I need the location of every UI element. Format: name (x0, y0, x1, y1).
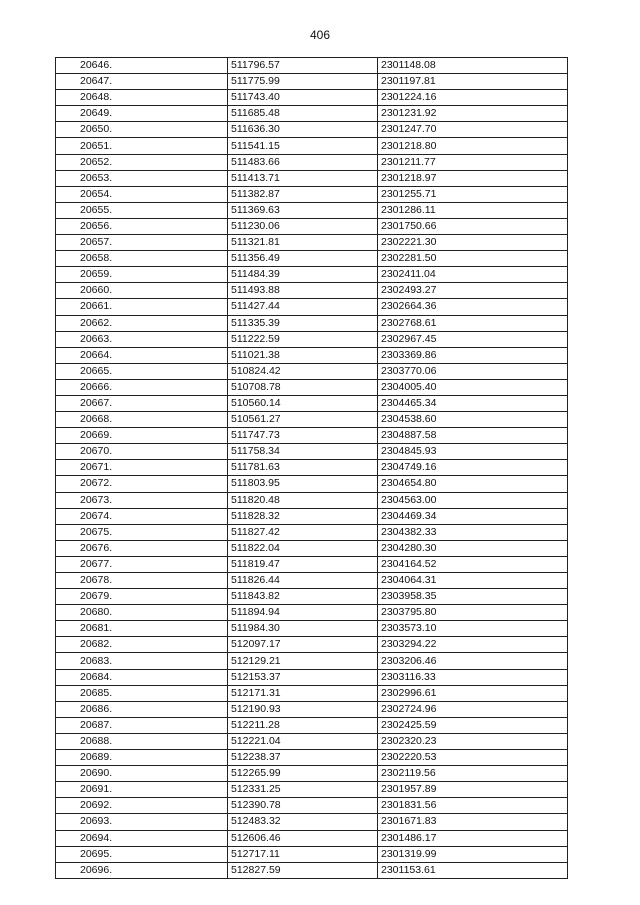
x-coordinate-cell: 511820.48 (228, 492, 378, 508)
x-coordinate-cell: 511819.47 (228, 556, 378, 572)
x-coordinate-cell: 511758.34 (228, 444, 378, 460)
x-coordinate-cell: 511781.63 (228, 460, 378, 476)
x-coordinate-cell: 511775.99 (228, 74, 378, 90)
point-id-cell: 20661. (56, 299, 228, 315)
table-row (56, 733, 568, 749)
y-coordinate-cell: 2304887.58 (378, 428, 568, 444)
y-coordinate-cell: 2303958.35 (378, 589, 568, 605)
y-coordinate-cell: 2304164.52 (378, 556, 568, 572)
table-row (56, 830, 568, 846)
point-id-cell: 20662. (56, 315, 228, 331)
y-coordinate-cell: 2303573.10 (378, 621, 568, 637)
y-coordinate-cell: 2301224.16 (378, 90, 568, 106)
table-row (56, 540, 568, 556)
point-id-cell: 20655. (56, 202, 228, 218)
point-id-cell: 20688. (56, 733, 228, 749)
table-row (56, 347, 568, 363)
y-coordinate-cell: 2301286.11 (378, 202, 568, 218)
point-id-cell: 20673. (56, 492, 228, 508)
table-row (56, 154, 568, 170)
point-id-cell: 20692. (56, 798, 228, 814)
table-row (56, 701, 568, 717)
x-coordinate-cell: 511356.49 (228, 251, 378, 267)
y-coordinate-cell: 2304654.80 (378, 476, 568, 492)
y-coordinate-cell: 2301255.71 (378, 186, 568, 202)
x-coordinate-cell: 512238.37 (228, 750, 378, 766)
point-id-cell: 20682. (56, 637, 228, 653)
y-coordinate-cell: 2304382.33 (378, 524, 568, 540)
table-row (56, 685, 568, 701)
table-row (56, 717, 568, 733)
point-id-cell: 20675. (56, 524, 228, 540)
point-id-cell: 20666. (56, 379, 228, 395)
x-coordinate-cell: 511827.42 (228, 524, 378, 540)
table-row (56, 556, 568, 572)
point-id-cell: 20663. (56, 331, 228, 347)
point-id-cell: 20658. (56, 251, 228, 267)
y-coordinate-cell: 2301197.81 (378, 74, 568, 90)
x-coordinate-cell: 511413.71 (228, 170, 378, 186)
y-coordinate-cell: 2301671.83 (378, 814, 568, 830)
table-row (56, 846, 568, 862)
table-row (56, 74, 568, 90)
x-coordinate-cell: 511021.38 (228, 347, 378, 363)
x-coordinate-cell: 512211.28 (228, 717, 378, 733)
point-id-cell: 20648. (56, 90, 228, 106)
point-id-cell: 20694. (56, 830, 228, 846)
y-coordinate-cell: 2303206.46 (378, 653, 568, 669)
x-coordinate-cell: 512171.31 (228, 685, 378, 701)
table-row (56, 299, 568, 315)
table-row (56, 508, 568, 524)
y-coordinate-cell: 2304563.00 (378, 492, 568, 508)
y-coordinate-cell: 2304064.31 (378, 573, 568, 589)
y-coordinate-cell: 2303770.06 (378, 363, 568, 379)
point-id-cell: 20671. (56, 460, 228, 476)
y-coordinate-cell: 2304749.16 (378, 460, 568, 476)
x-coordinate-cell: 511747.73 (228, 428, 378, 444)
point-id-cell: 20679. (56, 589, 228, 605)
y-coordinate-cell: 2302220.53 (378, 750, 568, 766)
table-row (56, 782, 568, 798)
table-row (56, 589, 568, 605)
y-coordinate-cell: 2303294.22 (378, 637, 568, 653)
point-id-cell: 20690. (56, 766, 228, 782)
y-coordinate-cell: 2303795.80 (378, 605, 568, 621)
point-id-cell: 20681. (56, 621, 228, 637)
y-coordinate-cell: 2301486.17 (378, 830, 568, 846)
y-coordinate-cell: 2304280.30 (378, 540, 568, 556)
y-coordinate-cell: 2302664.36 (378, 299, 568, 315)
x-coordinate-cell: 511828.32 (228, 508, 378, 524)
table-row (56, 862, 568, 878)
table-row (56, 669, 568, 685)
y-coordinate-cell: 2302768.61 (378, 315, 568, 331)
x-coordinate-cell: 512097.17 (228, 637, 378, 653)
table-row (56, 379, 568, 395)
y-coordinate-cell: 2301957.89 (378, 782, 568, 798)
point-id-cell: 20650. (56, 122, 228, 138)
point-id-cell: 20654. (56, 186, 228, 202)
point-id-cell: 20651. (56, 138, 228, 154)
y-coordinate-cell: 2304465.34 (378, 395, 568, 411)
y-coordinate-cell: 2302967.45 (378, 331, 568, 347)
point-id-cell: 20696. (56, 862, 228, 878)
table-row (56, 235, 568, 251)
table-row (56, 605, 568, 621)
y-coordinate-cell: 2301153.61 (378, 862, 568, 878)
x-coordinate-cell: 511483.66 (228, 154, 378, 170)
x-coordinate-cell: 512190.93 (228, 701, 378, 717)
x-coordinate-cell: 512221.04 (228, 733, 378, 749)
x-coordinate-cell: 511796.57 (228, 58, 378, 74)
y-coordinate-cell: 2304538.60 (378, 412, 568, 428)
point-id-cell: 20685. (56, 685, 228, 701)
table-row (56, 202, 568, 218)
point-id-cell: 20693. (56, 814, 228, 830)
table-row (56, 766, 568, 782)
point-id-cell: 20687. (56, 717, 228, 733)
point-id-cell: 20678. (56, 573, 228, 589)
point-id-cell: 20657. (56, 235, 228, 251)
point-id-cell: 20695. (56, 846, 228, 862)
x-coordinate-cell: 511484.39 (228, 267, 378, 283)
x-coordinate-cell: 511803.95 (228, 476, 378, 492)
y-coordinate-cell: 2302724.96 (378, 701, 568, 717)
x-coordinate-cell: 511382.87 (228, 186, 378, 202)
x-coordinate-cell: 512717.11 (228, 846, 378, 862)
point-id-cell: 20684. (56, 669, 228, 685)
point-id-cell: 20691. (56, 782, 228, 798)
point-id-cell: 20672. (56, 476, 228, 492)
point-id-cell: 20660. (56, 283, 228, 299)
table-row (56, 476, 568, 492)
table-row (56, 251, 568, 267)
y-coordinate-cell: 2304005.40 (378, 379, 568, 395)
x-coordinate-cell: 510560.14 (228, 395, 378, 411)
y-coordinate-cell: 2301148.08 (378, 58, 568, 74)
y-coordinate-cell: 2302320.23 (378, 733, 568, 749)
table-row (56, 750, 568, 766)
x-coordinate-cell: 512331.25 (228, 782, 378, 798)
x-coordinate-cell: 511335.39 (228, 315, 378, 331)
table-row (56, 315, 568, 331)
x-coordinate-cell: 511826.44 (228, 573, 378, 589)
x-coordinate-cell: 511894.94 (228, 605, 378, 621)
table-row (56, 637, 568, 653)
point-id-cell: 20653. (56, 170, 228, 186)
point-id-cell: 20664. (56, 347, 228, 363)
y-coordinate-cell: 2301218.80 (378, 138, 568, 154)
table-row (56, 106, 568, 122)
table-row (56, 814, 568, 830)
y-coordinate-cell: 2302411.04 (378, 267, 568, 283)
y-coordinate-cell: 2302425.59 (378, 717, 568, 733)
x-coordinate-cell: 510824.42 (228, 363, 378, 379)
x-coordinate-cell: 511541.15 (228, 138, 378, 154)
y-coordinate-cell: 2304469.34 (378, 508, 568, 524)
point-id-cell: 20667. (56, 395, 228, 411)
point-id-cell: 20676. (56, 540, 228, 556)
y-coordinate-cell: 2302996.61 (378, 685, 568, 701)
point-id-cell: 20669. (56, 428, 228, 444)
y-coordinate-cell: 2301218.97 (378, 170, 568, 186)
table-row (56, 58, 568, 74)
table-row (56, 653, 568, 669)
x-coordinate-cell: 511230.06 (228, 218, 378, 234)
coordinates-table (55, 57, 568, 879)
point-id-cell: 20683. (56, 653, 228, 669)
point-id-cell: 20686. (56, 701, 228, 717)
point-id-cell: 20646. (56, 58, 228, 74)
x-coordinate-cell: 512153.37 (228, 669, 378, 685)
table-row (56, 798, 568, 814)
table-row (56, 138, 568, 154)
point-id-cell: 20674. (56, 508, 228, 524)
x-coordinate-cell: 512827.59 (228, 862, 378, 878)
y-coordinate-cell: 2304845.93 (378, 444, 568, 460)
table-row (56, 331, 568, 347)
x-coordinate-cell: 511222.59 (228, 331, 378, 347)
y-coordinate-cell: 2302221.30 (378, 235, 568, 251)
x-coordinate-cell: 512606.46 (228, 830, 378, 846)
table-row (56, 186, 568, 202)
point-id-cell: 20677. (56, 556, 228, 572)
x-coordinate-cell: 512390.78 (228, 798, 378, 814)
x-coordinate-cell: 511685.48 (228, 106, 378, 122)
x-coordinate-cell: 510561.27 (228, 412, 378, 428)
y-coordinate-cell: 2302281.50 (378, 251, 568, 267)
point-id-cell: 20670. (56, 444, 228, 460)
x-coordinate-cell: 512265.99 (228, 766, 378, 782)
table-row (56, 218, 568, 234)
x-coordinate-cell: 511822.04 (228, 540, 378, 556)
table-row (56, 267, 568, 283)
y-coordinate-cell: 2303116.33 (378, 669, 568, 685)
table-row (56, 412, 568, 428)
y-coordinate-cell: 2303369.86 (378, 347, 568, 363)
table-row (56, 573, 568, 589)
y-coordinate-cell: 2301319.99 (378, 846, 568, 862)
table-row (56, 492, 568, 508)
y-coordinate-cell: 2301831.56 (378, 798, 568, 814)
x-coordinate-cell: 512129.21 (228, 653, 378, 669)
x-coordinate-cell: 511636.30 (228, 122, 378, 138)
x-coordinate-cell: 511321.81 (228, 235, 378, 251)
point-id-cell: 20652. (56, 154, 228, 170)
page-number: 406 (309, 28, 331, 42)
table-row (56, 395, 568, 411)
y-coordinate-cell: 2301750.66 (378, 218, 568, 234)
x-coordinate-cell: 512483.32 (228, 814, 378, 830)
x-coordinate-cell: 511843.82 (228, 589, 378, 605)
x-coordinate-cell: 511743.40 (228, 90, 378, 106)
point-id-cell: 20668. (56, 412, 228, 428)
point-id-cell: 20665. (56, 363, 228, 379)
y-coordinate-cell: 2302119.56 (378, 766, 568, 782)
point-id-cell: 20647. (56, 74, 228, 90)
table-row (56, 444, 568, 460)
point-id-cell: 20680. (56, 605, 228, 621)
table-row (56, 122, 568, 138)
point-id-cell: 20659. (56, 267, 228, 283)
table-row (56, 170, 568, 186)
table-row (56, 283, 568, 299)
point-id-cell: 20689. (56, 750, 228, 766)
coordinates-table-body (56, 58, 568, 879)
table-row (56, 363, 568, 379)
x-coordinate-cell: 510708.78 (228, 379, 378, 395)
y-coordinate-cell: 2301211.77 (378, 154, 568, 170)
y-coordinate-cell: 2301231.92 (378, 106, 568, 122)
x-coordinate-cell: 511984.30 (228, 621, 378, 637)
point-id-cell: 20656. (56, 218, 228, 234)
table-row (56, 428, 568, 444)
x-coordinate-cell: 511369.63 (228, 202, 378, 218)
table-row (56, 460, 568, 476)
x-coordinate-cell: 511427.44 (228, 299, 378, 315)
point-id-cell: 20649. (56, 106, 228, 122)
table-row (56, 524, 568, 540)
table-row (56, 621, 568, 637)
y-coordinate-cell: 2302493.27 (378, 283, 568, 299)
table-row (56, 90, 568, 106)
y-coordinate-cell: 2301247.70 (378, 122, 568, 138)
x-coordinate-cell: 511493.88 (228, 283, 378, 299)
